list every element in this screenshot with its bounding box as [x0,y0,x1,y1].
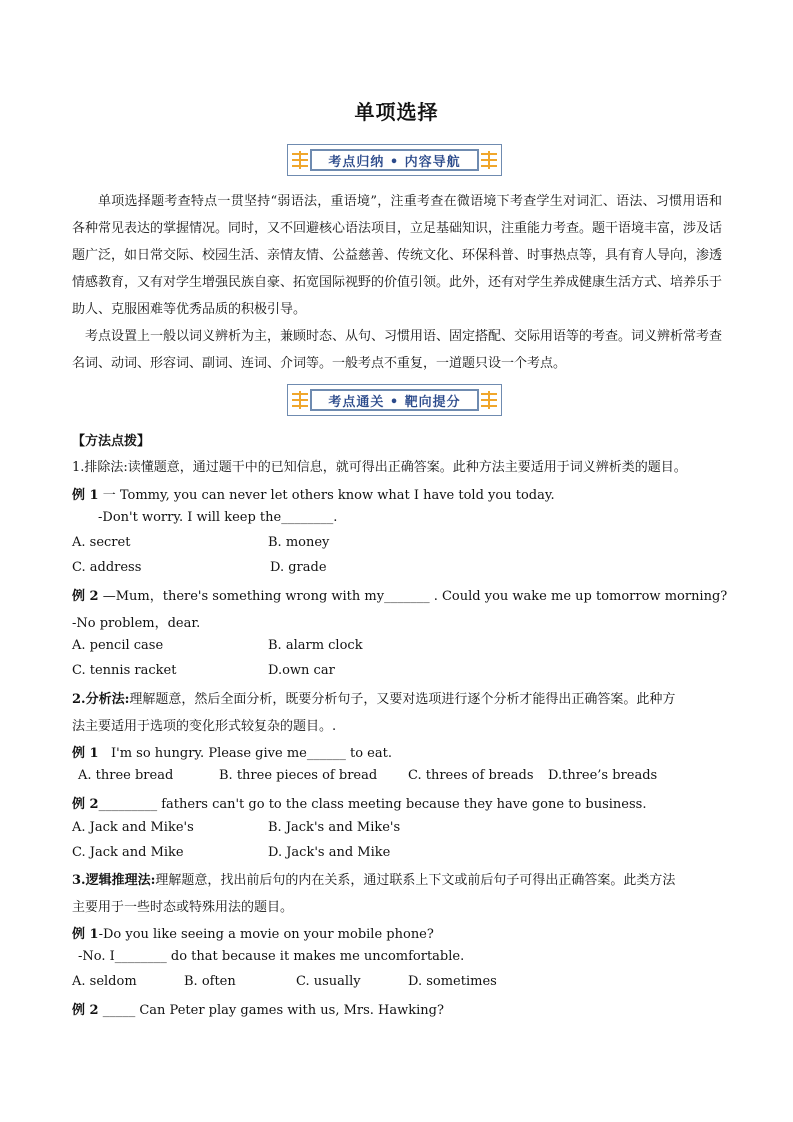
example-label: 例 2 [72,1003,99,1018]
option-d: D. Jack's and Mike [268,845,391,860]
section-banner-summary [287,144,502,176]
question-text: _____ Can Peter play games with us, Mrs. Hawking? [102,1003,444,1018]
option-a: A. three bread [78,768,174,783]
option-c: C. usually [296,974,361,989]
method3-description-cont: 主要用于一些时态或特殊用法的题目。 [72,900,294,915]
option-d: D.three’s breads [548,768,658,783]
m3-example2 [72,999,444,1018]
method2-description [72,688,675,707]
example-label: 例 2 [72,797,99,812]
banner-decoration-icon [481,393,497,407]
method1-description: 1.排除法:读懂题意，通过题干中的已知信息，就可得出正确答案。此种方法主要适用于词义辨析类的题目。 [72,460,687,475]
method-heading: 【方法点拨】 [72,434,151,449]
m1-example1-answer: -Don't worry. I will keep the________. [98,510,338,525]
option-b: B. often [184,974,236,989]
question-text: 一 Tommy, you can never let others know what I have told you today. [102,488,555,503]
question-text: _________ fathers can't go to the class meeting because they have gone to business. [98,797,647,812]
banner-decoration-icon [481,153,497,167]
example-label: 例 1 [72,927,99,942]
option-b: B. three pieces of bread [219,768,378,783]
section-banner-practice [287,384,502,416]
option-d: D.own car [268,663,335,678]
question-text: —Mum，there's something wrong with my_______ . Could you wake me up tomorrow morning? [102,589,728,604]
banner-label: 考点归纳 • 内容导航 [310,149,479,171]
option-d: D. sometimes [408,974,497,989]
method-text: 理解题意，找出前后句的内在关系，通过联系上下文或前后句子可得出正确答案。此类方法 [155,873,676,888]
intro-paragraph-1: 单项选择题考查特点一贯坚持“弱语法，重语境”，注重考查在微语境下考查学生对词汇、语法、习惯用语和各种常见表达的掌握情况。同时，又不回避核心语法项目，立足基础知识，注重能力考查。题干语境丰富，涉及话题广泛，如日常交际、校园生活、亲情友情、公益慈善、传统文化、环保科普、时事热点等，具有育人导向，渗透情感教育，又有对学生增强民族自豪、拓宽国际视野的价值引领。此外，还有对学生养成健康生活方式、培养乐于助人、克服困难等优秀品质的积极引导。 [72,194,723,317]
example-label: 例 2 [72,589,99,604]
m1-example2-answer: -No problem，dear. [72,616,201,631]
method2-description-cont: 法主要适用于选项的变化形式较复杂的题目。. [72,719,337,734]
m3-example1 [72,923,434,942]
example-label: 例 1 [72,746,99,761]
option-c: C. threes of breads [408,768,534,783]
intro-paragraph-2: 考点设置上一般以词义辨析为主，兼顾时态、从句、习惯用语、固定搭配、交际用语等的考查。词义辨析常考查名词、动词、形容词、副词、连词、介词等。一般考点不重复，一道题只设一个考点。 [72,329,723,371]
option-c: C. tennis racket [72,663,177,678]
option-b: B. Jack's and Mike's [268,820,401,835]
m2-example2 [72,793,646,812]
option-a: A. seldom [72,974,137,989]
method3-description [72,869,675,888]
question-text: I'm so hungry. Please give me______ to eat. [110,746,392,761]
option-c: C. Jack and Mike [72,845,184,860]
option-a: A. secret [72,535,131,550]
question-text: -Do you like seeing a movie on your mobile phone? [98,927,434,942]
method-label: 3.逻辑推理法: [72,873,156,888]
method-text: 理解题意，然后全面分析，既要分析句子，又要对选项进行逐个分析才能得出正确答案。此种方 [129,692,676,707]
page-title: 单项选择 [354,100,439,124]
banner-label: 考点通关 • 靶向提分 [310,389,479,411]
m3-example1-answer: -No. I________ do that because it makes me uncomfortable. [78,949,465,964]
option-b: B. money [268,535,330,550]
option-b: B. alarm clock [268,638,363,653]
option-a: A. Jack and Mike's [72,820,194,835]
example-label: 例 1 [72,488,99,503]
option-c: C. address [72,560,142,575]
m1-example2 [72,585,727,604]
m1-example1 [72,484,555,503]
option-d: D. grade [270,560,327,575]
option-a: A. pencil case [72,638,164,653]
m2-example1 [72,742,392,761]
method-label: 2.分析法: [72,692,130,707]
